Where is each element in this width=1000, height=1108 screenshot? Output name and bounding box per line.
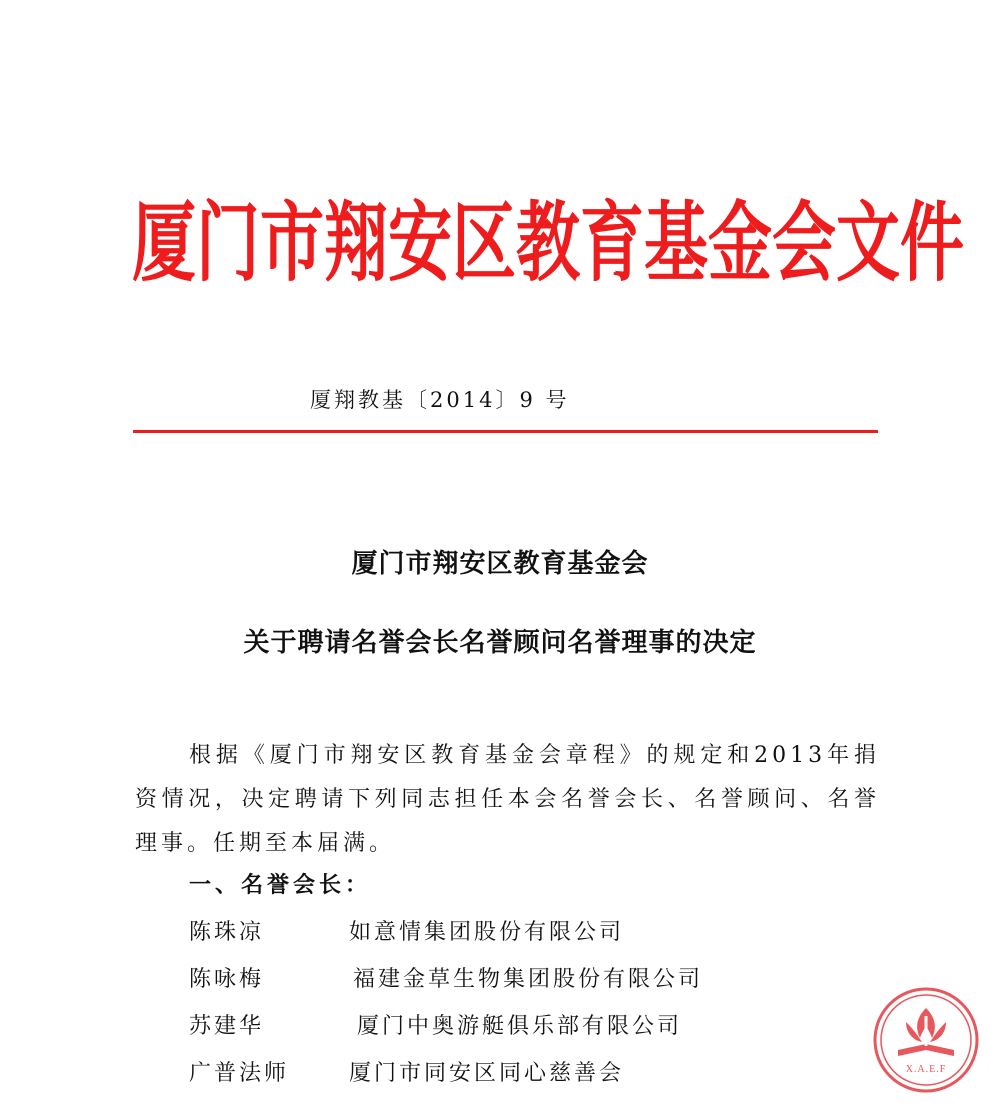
red-divider (133, 430, 878, 433)
member-row (189, 1056, 624, 1087)
masthead-char: 市 (260, 194, 324, 295)
masthead-char: 会 (772, 194, 836, 295)
document-title-line-1: 厦门市翔安区教育基金会 (351, 549, 649, 579)
masthead-char: 基 (644, 194, 708, 295)
member-organization: 如意情集团股份有限公司 (349, 920, 625, 945)
masthead-char: 件 (900, 194, 964, 295)
document-title-line-2: 关于聘请名誉会长名誉顾问名誉理事的决定 (243, 628, 757, 658)
masthead-char: 育 (580, 194, 644, 295)
member-organization: 福建金草生物集团股份有限公司 (353, 967, 704, 992)
member-row (189, 1009, 682, 1040)
masthead-char: 厦 (132, 194, 196, 295)
masthead-char: 教 (516, 194, 580, 295)
masthead-char: 翔 (324, 194, 388, 295)
member-organization: 厦门市同安区同心慈善会 (349, 1061, 625, 1086)
masthead-char: 门 (196, 194, 260, 295)
member-row (189, 962, 703, 993)
foundation-seal-logo (872, 986, 980, 1094)
member-organization: 厦门中奥游艇俱乐部有限公司 (357, 1014, 683, 1039)
document-number: 厦翔教基〔2014〕9 号 (310, 388, 570, 412)
seal-text: X.A.E.F (905, 1064, 947, 1075)
document-masthead (132, 176, 964, 296)
masthead-char: 金 (708, 194, 772, 295)
body-paragraph: 根据《厦门市翔安区教育基金会章程》的规定和2013年捐资情况，决定聘请下列同志担任本会名誉会长、名誉顾问、名誉理事。任期至本届满。 (135, 743, 880, 856)
member-name: 苏建华 (189, 1014, 265, 1039)
member-name: 广普法师 (189, 1061, 290, 1086)
member-row (189, 915, 624, 946)
masthead-char: 区 (452, 194, 516, 295)
masthead-char: 安 (388, 194, 452, 295)
section-heading: 一、名誉会长： (189, 873, 372, 898)
masthead-char: 文 (836, 194, 900, 295)
member-name: 陈珠凉 (189, 920, 265, 945)
member-name: 陈咏梅 (189, 967, 265, 992)
